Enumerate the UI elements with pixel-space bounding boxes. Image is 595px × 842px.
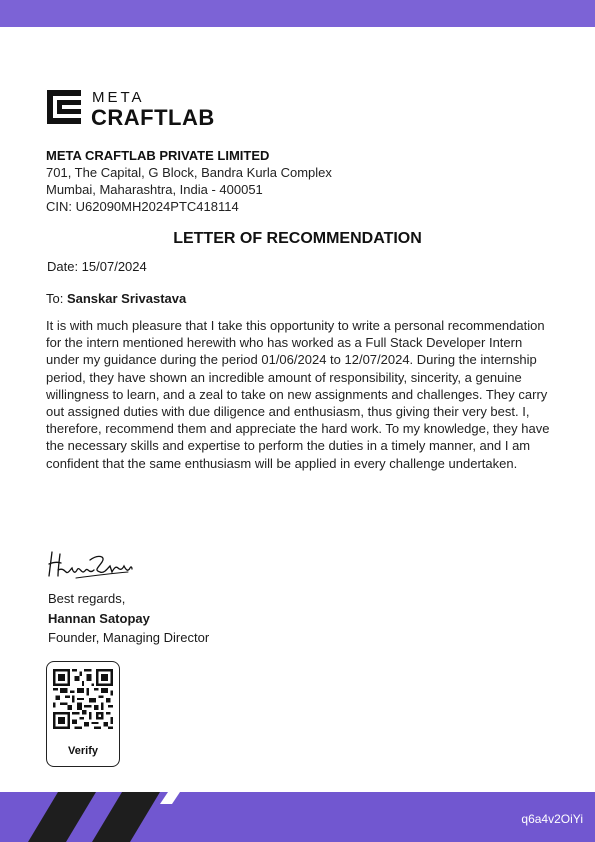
company-cin: CIN: U62090MH2024PTC418114 xyxy=(46,199,239,214)
closing-regards: Best regards, xyxy=(48,591,126,606)
recipient-prefix: To: xyxy=(46,291,64,306)
company-name: META CRAFTLAB PRIVATE LIMITED xyxy=(46,148,270,163)
letter-title: LETTER OF RECOMMENDATION xyxy=(173,230,422,247)
company-address-line2: Mumbai, Maharashtra, India - 400051 xyxy=(46,182,263,197)
recipient-line xyxy=(46,291,186,306)
company-details xyxy=(46,147,332,215)
craftlab-logo-icon xyxy=(45,88,83,126)
logo-text-craftlab: CRAFTLAB xyxy=(91,105,215,130)
company-logo xyxy=(45,88,220,130)
top-accent-bar xyxy=(0,0,595,27)
letter-body: It is with much pleasure that I take this opportunity to write a personal recommendation for the intern mentioned herewith who has worked as a Full Stack Developer Intern under my guidance during the period 01/06/2024 to 12/07/2024. During the internship period, they have shown an incredible amount of responsibility, sincerity, a genuine willingness to learn, and a zeal to take on new assignments and challenges. They carry out assigned duties with due diligence and enthusiasm, thus giving their very best. I, therefore, recommend them and appreciate the hard work. To my knowledge, they have the necessary skills and expertise to perform the duties in a timely manner, and I am confident that the same enthusiasm will be applied in every challenge undertaken. xyxy=(46,318,550,471)
signature-image xyxy=(46,548,136,582)
signer-name: Hannan Satopay xyxy=(48,611,150,626)
decorative-stripes xyxy=(0,792,190,842)
qr-code-icon[interactable] xyxy=(53,668,113,730)
verify-qr-card[interactable] xyxy=(46,661,120,767)
company-address-line1: 701, The Capital, G Block, Bandra Kurla Complex xyxy=(46,165,332,180)
verify-label[interactable]: Verify xyxy=(68,745,98,757)
signer-role: Founder, Managing Director xyxy=(48,630,210,645)
certificate-id: q6a4v2OiYi xyxy=(521,812,583,826)
logo-text-meta: META xyxy=(92,89,145,106)
letter-date: Date: 15/07/2024 xyxy=(47,259,147,274)
recipient-name: Sanskar Srivastava xyxy=(66,291,187,306)
